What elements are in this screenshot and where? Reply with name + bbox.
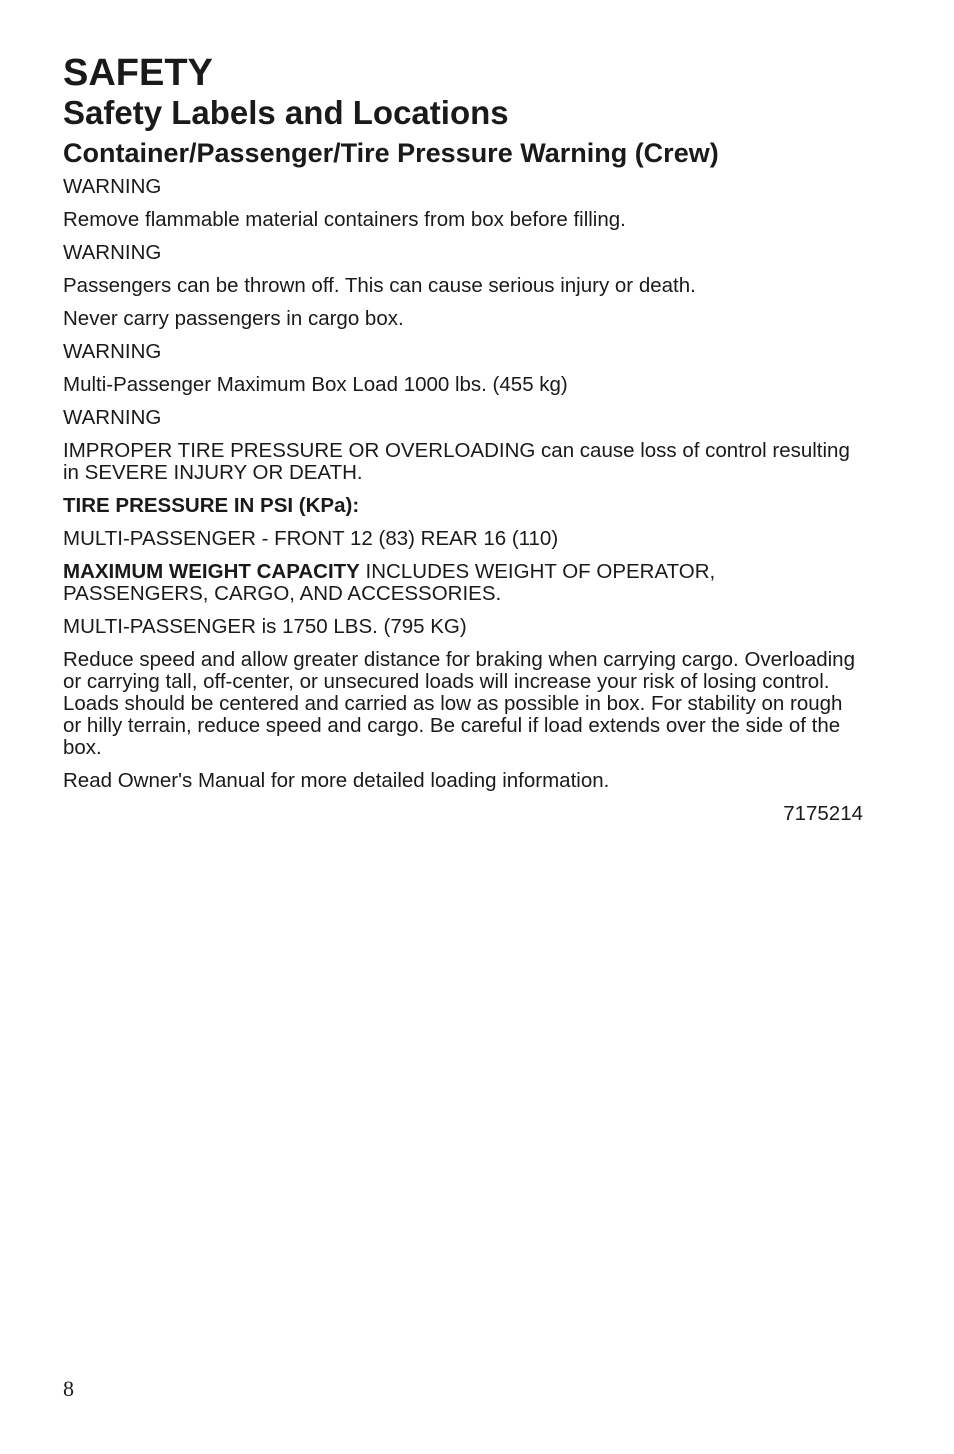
owners-manual-text: Read Owner's Manual for more detailed loading information. xyxy=(63,769,610,792)
warning-heading-1: WARNING xyxy=(63,175,162,198)
warning-heading-4: WARNING xyxy=(63,406,162,429)
container-warning-text: Remove flammable material containers from box before filling. xyxy=(63,208,626,231)
box-load-text: Multi-Passenger Maximum Box Load 1000 lbs. (455 kg) xyxy=(63,373,568,396)
label-title: Container/Passenger/Tire Pressure Warning (Crew) xyxy=(63,138,719,168)
subsection-title: Safety Labels and Locations xyxy=(63,94,509,131)
section-title: SAFETY xyxy=(63,52,213,94)
tire-pressure-values: MULTI-PASSENGER - FRONT 12 (83) REAR 16 (110) xyxy=(63,527,559,550)
label-part-number: 7175214 xyxy=(783,802,863,825)
max-weight-value: MULTI-PASSENGER is 1750 LBS. (795 KG) xyxy=(63,615,467,638)
warning-heading-3: WARNING xyxy=(63,340,162,363)
passenger-warning-text: Passengers can be thrown off. This can cause serious injury or death. xyxy=(63,274,696,297)
passenger-instruction-text: Never carry passengers in cargo box. xyxy=(63,307,404,330)
page-content xyxy=(63,52,863,836)
tire-warning-text: IMPROPER TIRE PRESSURE OR OVERLOADING can cause loss of control resulting in SEVERE INJURY OR DEATH. xyxy=(63,439,850,484)
page-number: 8 xyxy=(63,1376,74,1401)
tire-pressure-heading: TIRE PRESSURE IN PSI (KPa): xyxy=(63,494,360,517)
max-weight-paragraph xyxy=(63,561,863,605)
max-weight-description: INCLUDES WEIGHT OF OPERATOR, PASSENGERS, CARGO, AND ACCESSORIES. xyxy=(63,560,716,605)
cargo-guidance-text: Reduce speed and allow greater distance for braking when carrying cargo. Overloading or carrying tall, off-center, or unsecured loads will increase your risk of losing control. Loads should be centered and carried as low as possible in box. For stability on rough or hilly terrain, reduce speed and cargo. Be careful if load extends over the side of the box. xyxy=(63,648,855,759)
max-weight-bold-label: MAXIMUM WEIGHT CAPACITY xyxy=(63,560,360,583)
warning-heading-2: WARNING xyxy=(63,241,162,264)
